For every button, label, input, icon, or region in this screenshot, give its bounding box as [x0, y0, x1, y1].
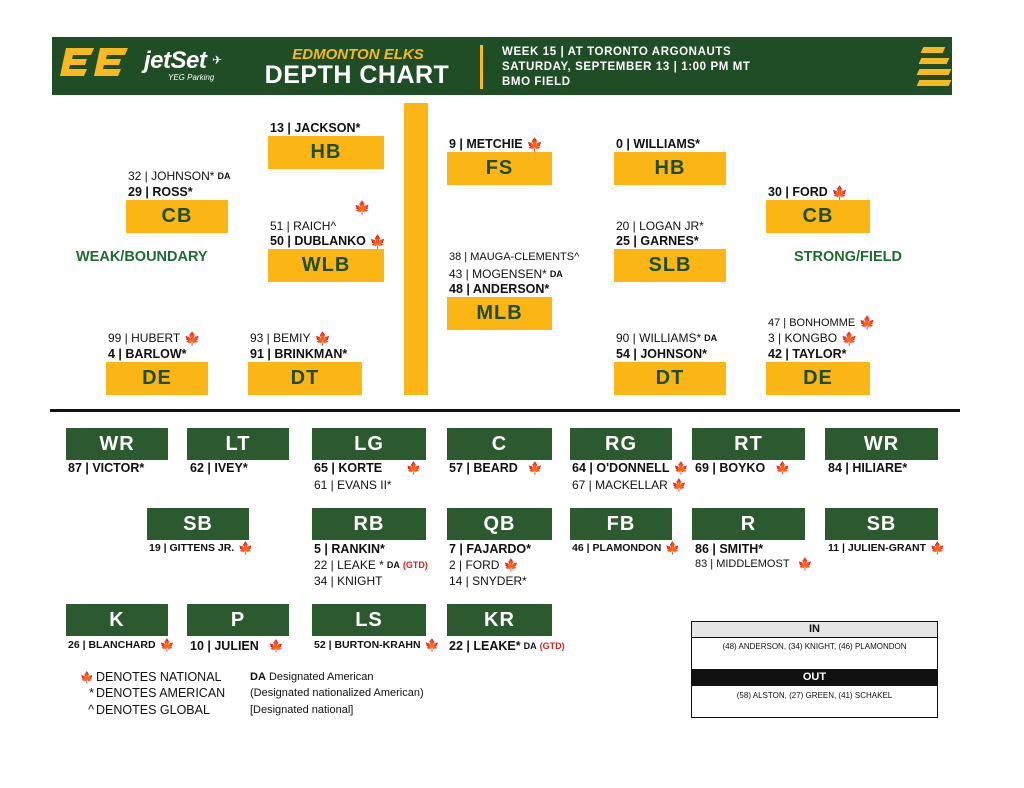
cb-left-backup [128, 169, 230, 183]
elks-ee-logo [60, 48, 130, 82]
position-qb: QB [447, 508, 552, 540]
rb-starter [314, 542, 385, 556]
gtd-status: (GTD) [539, 641, 565, 651]
player-label: 43 | MOGENSEN* [449, 267, 547, 281]
c-starter [449, 461, 543, 475]
team-name: EDMONTON ELKS [292, 46, 424, 63]
player-label: 87 | VICTOR* [68, 461, 145, 475]
qb-backup-1 [449, 558, 518, 572]
dt-left-starter [250, 347, 347, 361]
legend-text: Designated American [268, 671, 374, 683]
player-label: 0 | WILLIAMS* [616, 137, 701, 151]
position-k: K [66, 604, 168, 636]
position-dt-left: DT [248, 362, 362, 395]
out-header: OUT [692, 669, 937, 686]
da-tag: DA [386, 560, 400, 570]
maple-leaf-icon: 🍁 [797, 557, 813, 571]
player-label: 34 | KNIGHT [314, 574, 383, 588]
position-kr: KR [447, 604, 552, 636]
rg-starter [572, 461, 688, 475]
qb-backup-2 [449, 574, 527, 588]
lg-backup [314, 478, 392, 492]
maple-leaf-icon: 🍁 [159, 638, 175, 652]
position-cb-left: CB [126, 200, 228, 233]
sponsor-sub: YEG Parking [168, 73, 215, 82]
kr-starter [449, 639, 565, 653]
cb-right-starter [768, 185, 848, 199]
center-divider-bar [404, 103, 428, 395]
player-label: 86 | SMITH* [695, 542, 764, 556]
position-wr-left: WR [66, 428, 168, 460]
out-list: (58) ALSTON, (27) GREEN, (41) SCHAKEL [736, 691, 893, 700]
offense-defense-divider [50, 409, 960, 412]
ls-starter [314, 639, 440, 651]
maple-leaf-icon: 🍁 [841, 330, 858, 346]
player-label: 20 | LOGAN JR* [616, 219, 704, 233]
position-mlb: MLB [447, 297, 552, 330]
legend-abbr: DA [250, 671, 266, 683]
legend-american [80, 686, 225, 700]
mlb-backup-1 [449, 251, 579, 263]
r-starter [695, 542, 763, 556]
maple-leaf-icon: 🍁 [930, 541, 945, 555]
hb-right-starter [616, 137, 700, 151]
player-label: 32 | JOHNSON* [128, 169, 215, 183]
maple-leaf-icon: 🍁 [268, 639, 284, 653]
player-label: 19 | GITTENS JR. [149, 542, 235, 554]
player-label: 50 | DUBLANKO [270, 234, 366, 248]
slb-backup [616, 219, 704, 233]
fb-starter [572, 542, 680, 554]
position-de-left: DE [106, 362, 208, 395]
position-de-right: DE [766, 362, 870, 395]
player-label: 30 | FORD [768, 185, 828, 199]
rb-backup-2 [314, 574, 382, 588]
stripes-decoration [918, 45, 950, 89]
player-label: 51 | RAICH^ [270, 219, 337, 233]
player-label: 54 | JOHNSON* [616, 347, 708, 361]
player-label: 29 | ROSS* [128, 185, 193, 199]
player-label: 9 | METCHIE [449, 137, 523, 151]
plane-icon: ✈ [212, 53, 223, 67]
wlb-starter [270, 234, 386, 248]
maple-leaf-icon: 🍁 [80, 672, 94, 684]
mlb-backup-2 [449, 267, 563, 281]
player-label: 62 | IVEY* [190, 461, 248, 475]
position-lg: LG [312, 428, 426, 460]
wlb-backup [270, 219, 336, 233]
in-header: IN [692, 622, 937, 638]
sponsor-logo [144, 47, 214, 82]
legend-text: DENOTES GLOBAL [96, 703, 210, 717]
player-label: 14 | SNYDER* [449, 574, 527, 588]
position-sb-left: SB [147, 508, 249, 540]
dt-left-backup [250, 331, 331, 345]
player-label: 47 | BONHOMME [768, 316, 856, 329]
position-dt-right: DT [614, 362, 726, 395]
maple-leaf-icon: 🍁 [503, 558, 519, 572]
sb-right-starter [828, 542, 945, 554]
lg-starter [314, 461, 421, 475]
maple-leaf-icon: 🍁 [831, 184, 848, 200]
maple-leaf-icon: 🍁 [665, 541, 681, 555]
p-starter [190, 639, 284, 653]
legend-global [80, 703, 210, 717]
slb-starter [616, 234, 699, 248]
header-divider [480, 45, 483, 89]
position-ls: LS [312, 604, 426, 636]
maple-leaf-icon: 🍁 [671, 478, 687, 492]
de-right-backup-2 [768, 331, 857, 345]
game-week: WEEK 15 | AT TORONTO ARGONAUTS [502, 46, 732, 58]
player-label: 90 | WILLIAMS* [616, 331, 702, 345]
maple-leaf-icon: 🍁 [526, 136, 543, 152]
rt-starter [695, 461, 790, 475]
maple-leaf-icon: 🍁 [369, 233, 387, 249]
maple-leaf-icon: 🍁 [859, 315, 876, 330]
position-rg: RG [570, 428, 672, 460]
player-label: 61 | EVANS II* [314, 478, 392, 492]
player-label: 57 | BEARD [449, 461, 518, 475]
hb-left-starter [270, 121, 360, 135]
position-rb: RB [312, 508, 426, 540]
player-label: 91 | BRINKMAN* [250, 347, 348, 361]
k-starter [68, 639, 174, 651]
player-label: 65 | KORTE [314, 461, 383, 475]
maple-leaf-icon: 🍁 [314, 330, 331, 346]
player-label: 38 | MAUGA-CLEMENTS^ [449, 251, 580, 263]
position-hb-left: HB [268, 136, 384, 169]
game-info [502, 45, 751, 90]
player-label: 42 | TAYLOR* [768, 347, 847, 361]
player-label: 67 | MACKELLAR [572, 478, 668, 492]
position-rt: RT [692, 428, 805, 460]
player-label: 2 | FORD [449, 558, 500, 572]
legend-symbol: * [89, 686, 94, 700]
position-fb: FB [570, 508, 672, 540]
lt-starter [190, 461, 248, 475]
game-venue: BMO FIELD [502, 76, 571, 88]
da-tag: DA [523, 641, 537, 651]
dt-right-backup [616, 331, 717, 345]
player-label: 48 | ANDERSON* [449, 282, 550, 296]
position-cb-right: CB [766, 200, 870, 233]
player-label: 7 | FAJARDO* [449, 542, 531, 556]
rb-backup-1 [314, 558, 428, 572]
de-left-starter [108, 347, 187, 361]
player-label: 93 | BEMIY [250, 331, 311, 345]
player-label: 5 | RANKIN* [314, 542, 385, 556]
legend-symbol: ^ [88, 703, 94, 717]
r-backup [695, 558, 813, 570]
player-label: 11 | JULIEN-GRANT [828, 542, 927, 554]
player-label: 46 | PLAMONDON [572, 542, 662, 554]
maple-leaf-icon: 🍁 [354, 200, 371, 215]
de-right-starter [768, 347, 847, 361]
legend-national [80, 670, 221, 684]
position-p: P [187, 604, 289, 636]
maple-leaf-icon: 🍁 [527, 461, 543, 475]
wr-right-starter [828, 461, 907, 475]
player-label: 99 | HUBERT [108, 331, 181, 345]
position-wr-right: WR [825, 428, 938, 460]
maple-leaf-icon: 🍁 [775, 461, 791, 475]
player-label: 83 | MIDDLEMOST [695, 558, 790, 570]
player-label: 4 | BARLOW* [108, 347, 187, 361]
position-sb-right: SB [825, 508, 938, 540]
maple-leaf-icon: 🍁 [673, 461, 689, 475]
player-label: 22 | LEAKE * [314, 558, 384, 572]
da-tag: DA [217, 171, 231, 181]
position-slb: SLB [614, 249, 726, 282]
player-label: 13 | JACKSON* [270, 121, 361, 135]
wr-left-starter [68, 461, 144, 475]
player-label: 25 | GARNES* [616, 234, 699, 248]
dt-right-starter [616, 347, 707, 361]
de-left-backup [108, 331, 200, 345]
legend-dn [250, 704, 353, 716]
sb-left-starter [149, 542, 253, 554]
maple-leaf-icon: 🍁 [424, 638, 440, 652]
position-r: R [692, 508, 805, 540]
legend-text: [Designated national] [250, 704, 354, 716]
rg-backup [572, 478, 687, 492]
de-right-backup-1 [768, 316, 875, 329]
maple-leaf-icon: 🍁 [406, 461, 422, 475]
header-banner [52, 37, 952, 95]
position-fs: FS [447, 152, 552, 185]
game-date: SATURDAY, SEPTEMBER 13 | 1:00 PM MT [502, 61, 751, 73]
player-label: 22 | LEAKE* [449, 639, 521, 653]
player-label: 26 | BLANCHARD [68, 639, 156, 651]
legend-text: (Designated nationalized American) [250, 687, 424, 699]
gtd-status: (GTD) [402, 560, 428, 570]
roster-moves-table [691, 621, 938, 718]
qb-starter [449, 542, 531, 556]
position-c: C [447, 428, 552, 460]
da-tag: DA [704, 333, 718, 343]
maple-leaf-icon: 🍁 [184, 330, 201, 346]
weak-boundary-label: WEAK/BOUNDARY [76, 249, 208, 265]
position-hb-right: HB [614, 152, 726, 185]
legend-text: DENOTES AMERICAN [96, 686, 226, 700]
page-title: DEPTH CHART [264, 61, 450, 89]
sponsor-name: jetSet [144, 47, 207, 74]
player-label: 69 | BOYKO [695, 461, 766, 475]
in-list: (48) ANDERSON, (34) KNIGHT, (46) PLAMONDON [722, 642, 907, 651]
player-label: 10 | JULIEN [190, 639, 259, 653]
maple-leaf-icon: 🍁 [238, 541, 254, 555]
cb-left-starter [128, 185, 193, 199]
legend-text: DENOTES NATIONAL [96, 670, 222, 684]
player-label: 52 | BURTON-KRAHN [314, 639, 421, 651]
fs-starter [449, 137, 543, 151]
da-tag: DA [549, 269, 563, 279]
position-lt: LT [187, 428, 289, 460]
legend-da [250, 671, 374, 683]
strong-field-label: STRONG/FIELD [794, 249, 902, 265]
player-label: 64 | O'DONNELL [572, 461, 670, 475]
player-label: 84 | HILIARE* [828, 461, 908, 475]
position-wlb: WLB [268, 249, 384, 282]
player-label: 3 | KONGBO [768, 331, 838, 345]
legend-dna [250, 687, 424, 699]
mlb-starter [449, 282, 549, 296]
